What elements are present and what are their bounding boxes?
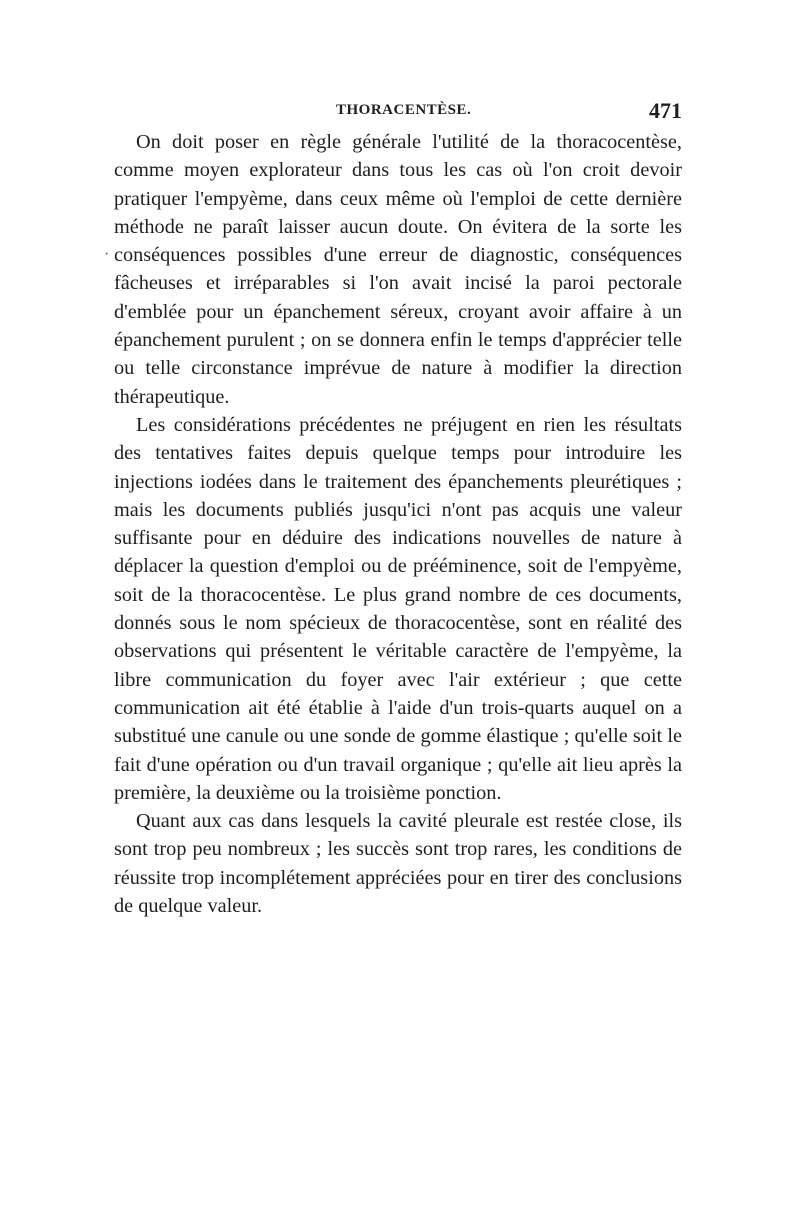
margin-dot: · (104, 246, 110, 263)
page-number: 471 (649, 98, 682, 123)
body-text (114, 128, 682, 920)
running-title: THORACENTÈSE. (336, 102, 472, 118)
paragraph-3: Quant aux cas dans lesquels la cavité pleurale est restée close, ils sont trop peu nombreux ; les succès sont trop rares, les conditions de réussite trop incomplétement appréciées pour en tirer des conclusions de quelque valeur. (114, 810, 682, 918)
running-head (114, 98, 682, 128)
paragraph-1: On doit poser en règle générale l'utilité de la thoracocentèse, comme moyen explorateur dans tous les cas où l'on croit devoir pratiquer l'empyème, dans ceux même où l'emploi de cette dernière méthode ne paraît laisser aucun doute. On évitera de la sorte les conséquences possibles d'une erreur de diagnostic, conséquences fâcheuses et irréparables si l'on avait incisé la paroi pectorale d'emblée pour un épanchement séreux, croyant avoir affaire à un épanchement purulent ; on se donnera enfin le temps d'apprécier telle ou telle circonstance imprévue de nature à modifier la direction thérapeutique. (114, 131, 682, 408)
paragraph-2: Les considérations précédentes ne préjugent en rien les résultats des tentatives faites depuis quelque temps pour introduire les injections iodées dans le traitement des épanchements pleurétiques ; mais les documents publiés jusqu'ici n'ont pas acquis une valeur suffisante pour en déduire des indications nouvelles de nature à déplacer la question d'emploi ou de prééminence, soit de l'empyème, soit de la thoracocentèse. Le plus grand nombre de ces documents, donnés sous le nom spécieux de thoracocentèse, sont en réalité des observations qui présentent le véritable caractère de l'empyème, la libre communication du foyer avec l'air extérieur ; que cette communication ait été établie à l'aide d'un trois-quarts auquel on a substitué une canule ou une sonde de gomme élastique ; qu'elle soit le fait d'une opération ou d'un travail organique ; qu'elle ait lieu après la première, la deuxième ou la troisième ponction. (114, 413, 682, 804)
